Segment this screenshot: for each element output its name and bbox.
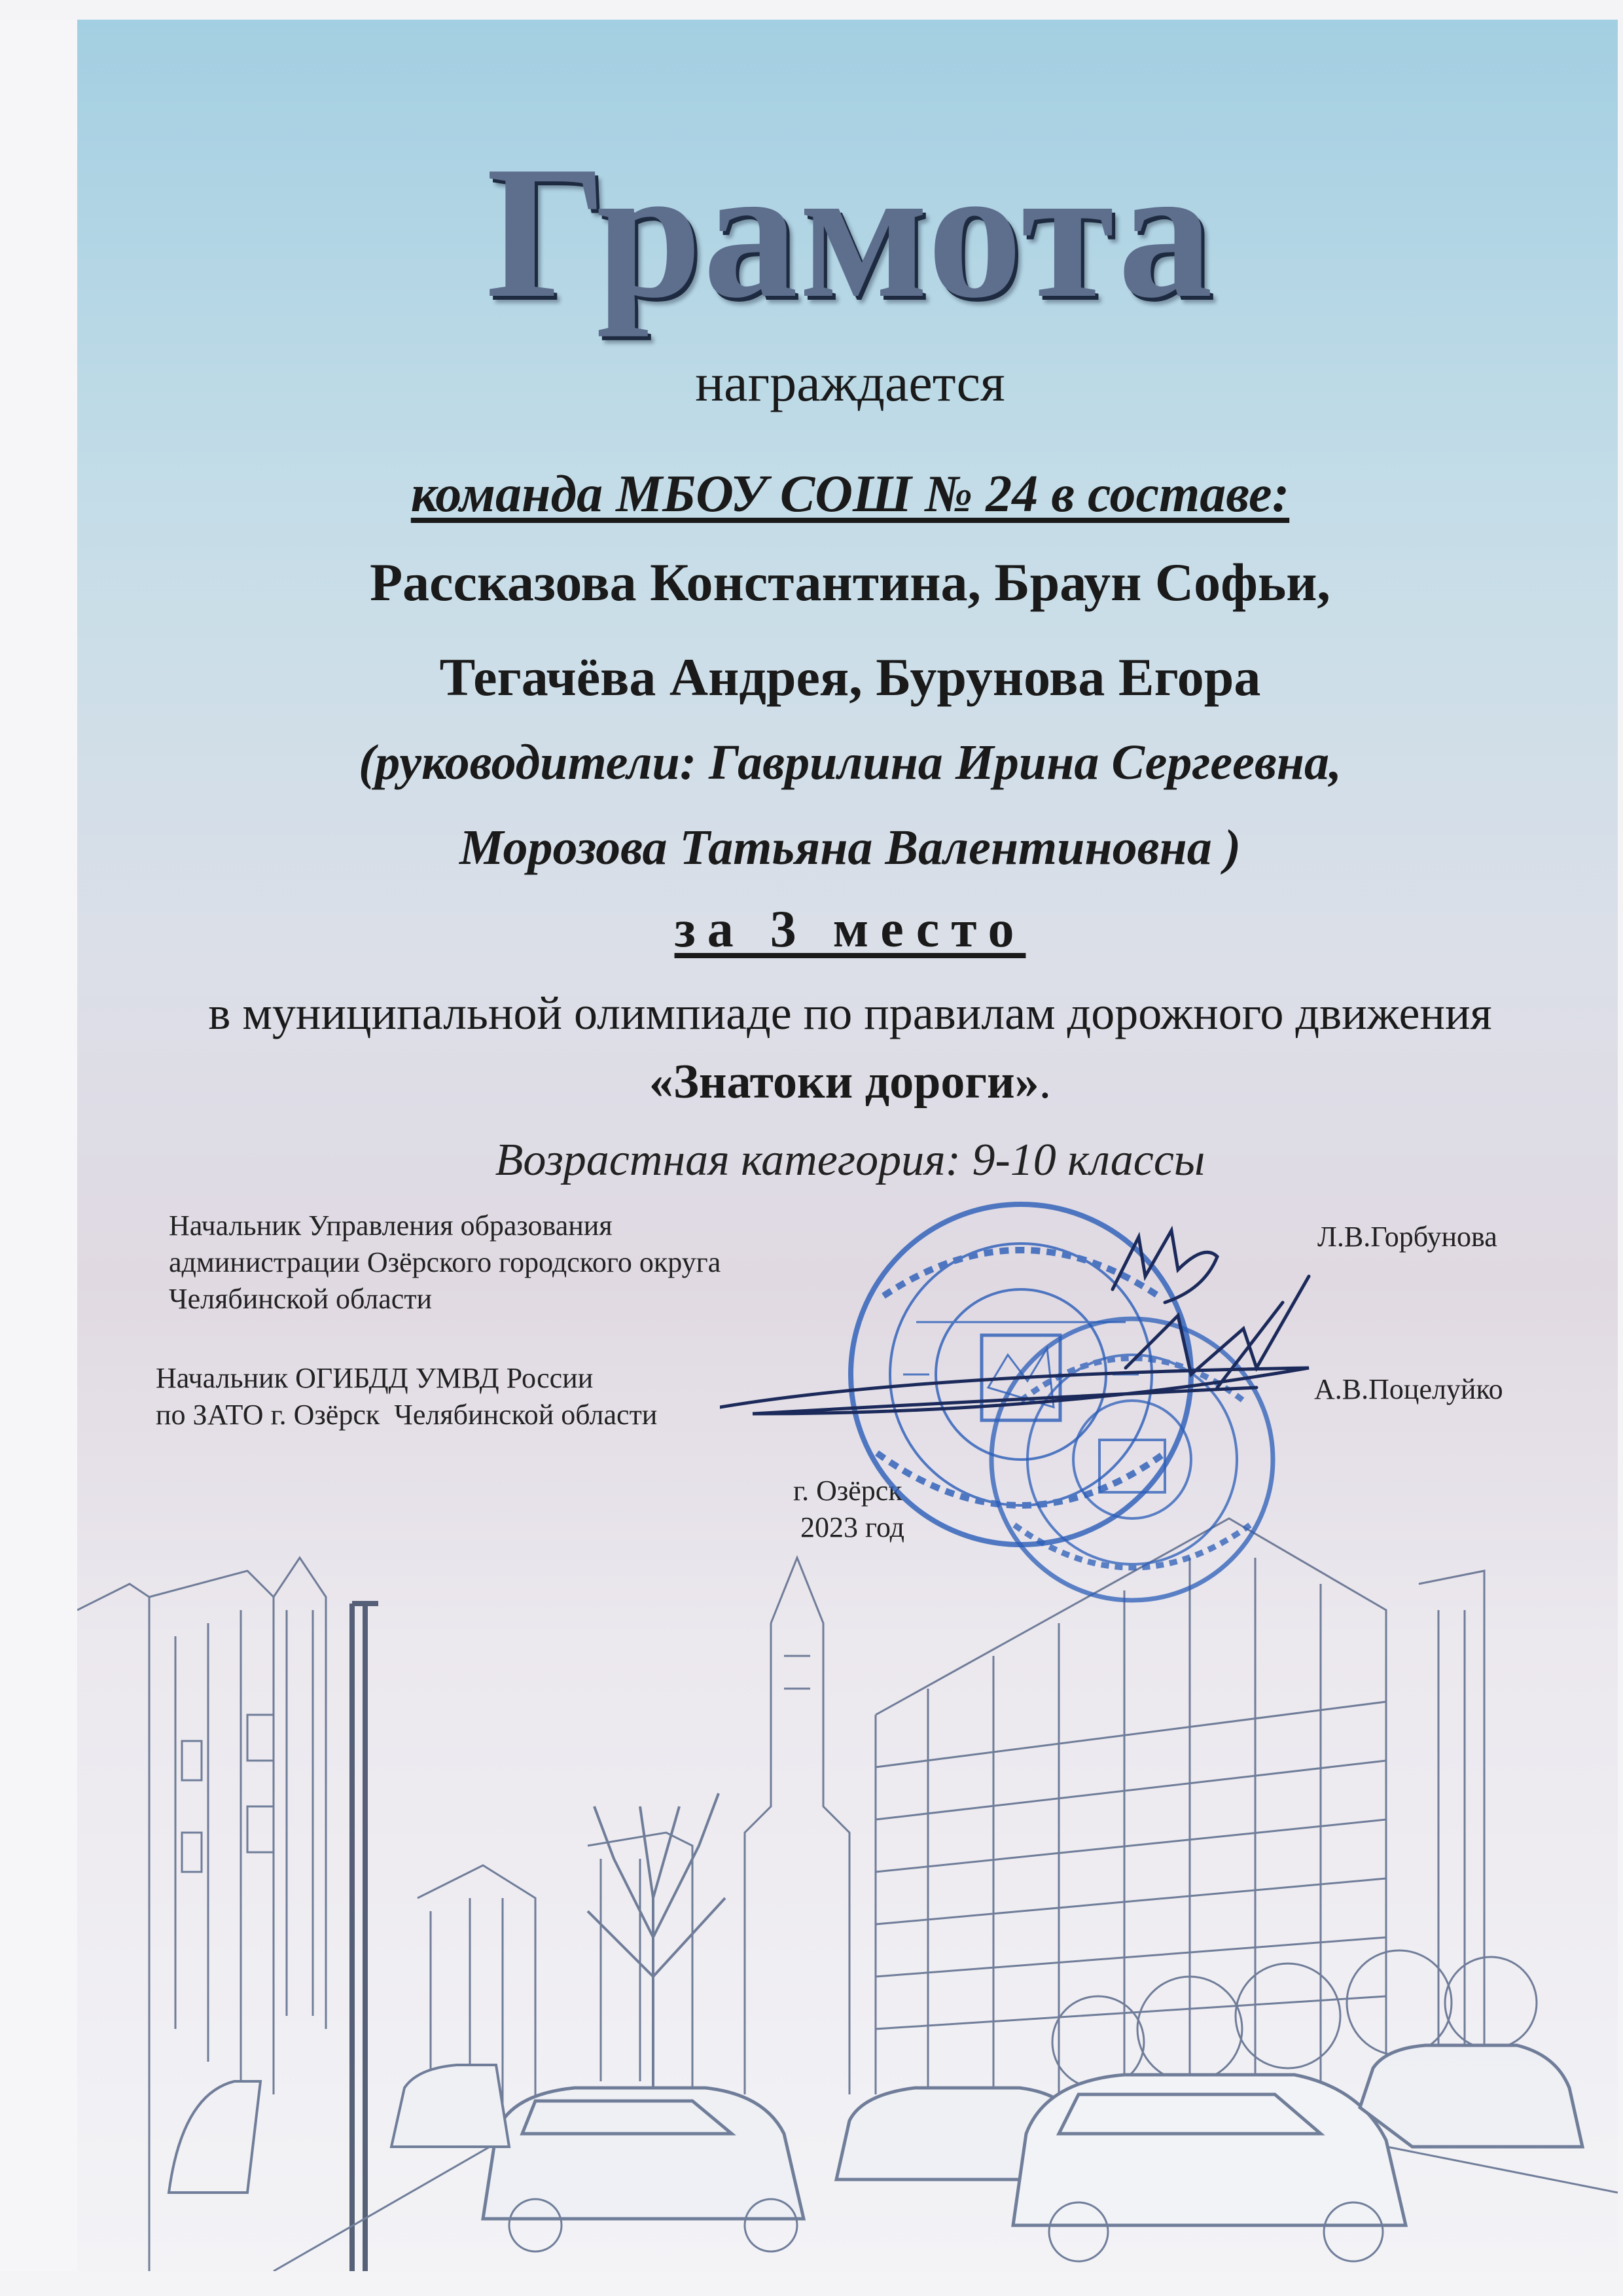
event-name-suffix: .: [1039, 1055, 1052, 1109]
bare-tree: [588, 1793, 725, 2134]
tree: [1347, 1950, 1452, 2055]
left-tower: [274, 1558, 326, 2029]
left-building: [77, 1571, 274, 2271]
event-name-line: [77, 1050, 1623, 1113]
street-lamp: [352, 1604, 378, 2271]
place-award: за 3 место: [674, 901, 1026, 958]
scan-margin: [0, 20, 77, 2271]
certificate-title: Грамота: [486, 127, 1215, 337]
age-category: Возрастная категория: 9-10 классы: [495, 1135, 1205, 1185]
leaders-line-2: Морозова Татьяна Валентиновна ): [459, 820, 1241, 875]
far-right-building: [1419, 1571, 1484, 2094]
window: [182, 1833, 202, 1872]
window: [247, 1715, 274, 1761]
team-line: команда МБОУ СОШ № 24 в составе:: [410, 465, 1290, 523]
tree: [1236, 1964, 1340, 2068]
car: [1360, 2045, 1582, 2147]
awarded-text: награждается: [695, 353, 1005, 412]
event-description: в муниципальной олимпиаде по правилам дорожного движения: [208, 987, 1492, 1039]
signatory-1-name: Л.В.Горбунова: [1317, 1221, 1497, 1253]
clock-tower: [745, 1558, 849, 2094]
team-members-line-1: Рассказова Константина, Браун Софьи,: [370, 552, 1330, 612]
window: [247, 1806, 274, 1852]
signatory-1-position: Начальник Управления образования администрации Озёрского городского округа Челябинской области: [169, 1210, 721, 1315]
window: [182, 1741, 202, 1780]
place-and-date: г. Озёрск 2023 год: [793, 1475, 905, 1543]
event-name: «Знатоки дороги»: [649, 1055, 1039, 1109]
car: [391, 2065, 509, 2147]
signatory-2-position: Начальник ОГИБДД УМВД России по ЗАТО г. Озёрск Челябинской области: [156, 1362, 658, 1431]
scooter: [169, 2081, 260, 2193]
leaders-line-1: (руководители: Гаврилина Ирина Сергеевна,: [358, 735, 1342, 790]
tree: [1445, 1957, 1537, 2049]
building-floors: [876, 1702, 1386, 2029]
handwritten-signatures: [720, 1217, 1374, 1479]
city-street-illustration: [77, 1440, 1618, 2271]
team-members-line-2: Тегачёва Андрея, Бурунова Егора: [439, 647, 1261, 707]
signatory-2-name: А.В.Поцелуйко: [1314, 1373, 1503, 1405]
